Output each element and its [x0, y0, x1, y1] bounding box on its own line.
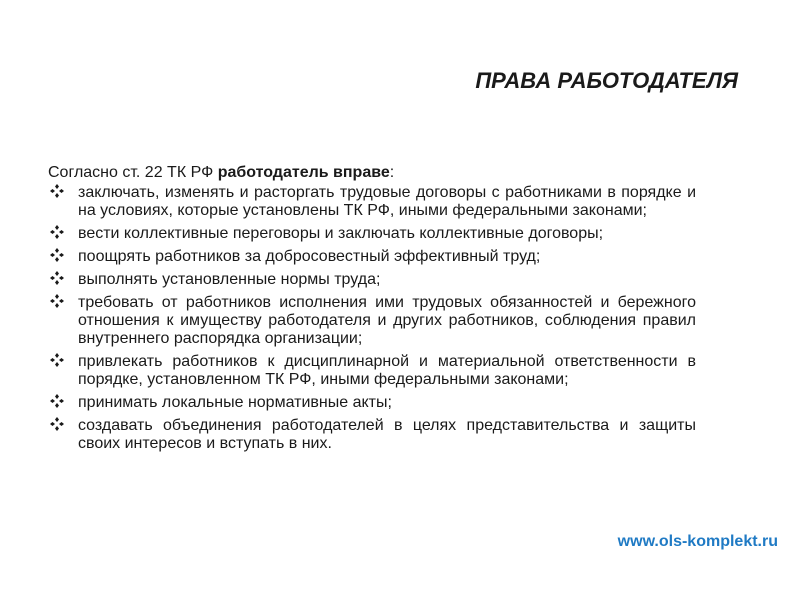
- list-item-text: вести коллективные переговоры и заключать коллективные договоры;: [78, 225, 604, 242]
- list-item: [48, 184, 696, 220]
- rights-list: [48, 184, 696, 453]
- list-item-text: поощрять работников за добросовестный эффективный труд;: [78, 248, 541, 265]
- four-diamond-bullet-icon: [50, 271, 64, 285]
- list-item-text: создавать объединения работодателей в целях представительства и защиты своих интересов и вступать в них.: [78, 417, 696, 452]
- four-diamond-bullet-icon: [50, 294, 64, 308]
- list-item-text: принимать локальные нормативные акты;: [78, 394, 392, 411]
- slide-title: ПРАВА РАБОТОДАТЕЛЯ: [475, 68, 738, 93]
- four-diamond-bullet-icon: [50, 417, 64, 431]
- slide-content: [48, 164, 696, 458]
- list-item: [48, 294, 696, 348]
- list-item: [48, 394, 696, 412]
- list-item-text: заключать, изменять и расторгать трудовые договоры с работниками в порядке и на условиях, которые установлены ТК РФ, иными федеральными законами;: [78, 184, 696, 219]
- four-diamond-bullet-icon: [50, 184, 64, 198]
- list-item: [48, 248, 696, 266]
- list-item-text: привлекать работников к дисциплинарной и материальной ответственности в порядке, установленном ТК РФ, иными федеральными законами;: [78, 353, 696, 388]
- four-diamond-bullet-icon: [50, 248, 64, 262]
- intro-prefix: Согласно ст. 22 ТК РФ: [48, 164, 218, 181]
- list-item: [48, 417, 696, 453]
- four-diamond-bullet-icon: [50, 353, 64, 367]
- four-diamond-bullet-icon: [50, 394, 64, 408]
- list-item: [48, 271, 696, 289]
- website-link[interactable]: www.ols-komplekt.ru: [617, 533, 778, 550]
- intro-text: [48, 164, 696, 182]
- list-item: [48, 353, 696, 389]
- list-item-text: выполнять установленные нормы труда;: [78, 271, 381, 288]
- intro-suffix: :: [389, 164, 395, 181]
- list-item: [48, 225, 696, 243]
- four-diamond-bullet-icon: [50, 225, 64, 239]
- intro-bold: работодатель вправе: [217, 164, 390, 181]
- list-item-text: требовать от работников исполнения ими трудовых обязанностей и бережного отношения к имуществу работодателя и других работников, соблюдения правил внутреннего распорядка организации;: [78, 294, 696, 347]
